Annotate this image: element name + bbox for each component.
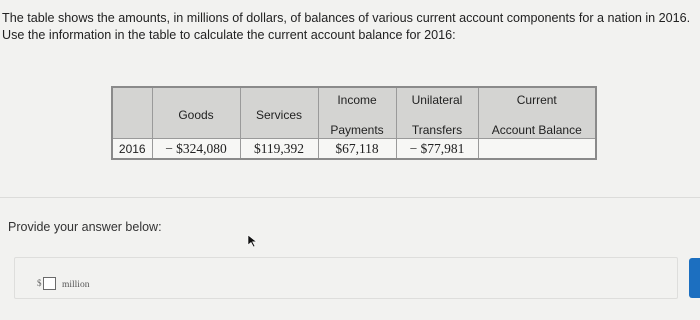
answer-input[interactable]: [43, 277, 56, 290]
table-row: [112, 139, 596, 160]
cell-unilateral-transfers: − $77,981: [396, 139, 478, 160]
header-goods: Goods: [152, 87, 240, 139]
question-line-2: Use the information in the table to calculate the current account balance for 2016:: [2, 28, 456, 42]
answer-prompt: Provide your answer below:: [8, 220, 162, 234]
section-divider: [0, 197, 700, 198]
current-account-table: [111, 86, 597, 160]
cell-services: $119,392: [240, 139, 318, 160]
currency-symbol: $: [37, 278, 42, 288]
question-line-1: The table shows the amounts, in millions of dollars, of balances of various current account components for a nation in 2016.: [2, 11, 691, 25]
header-unilateral-transfers: Unilateral Transfers: [396, 87, 478, 139]
cell-income-payments: $67,118: [318, 139, 396, 160]
side-panel-tab[interactable]: [689, 258, 700, 298]
header-income-payments: Income Payments: [318, 87, 396, 139]
table-header-row: [112, 87, 596, 139]
cell-current-account-balance: [478, 139, 596, 160]
header-services: Services: [240, 87, 318, 139]
cell-goods: − $324,080: [152, 139, 240, 160]
cell-year: 2016: [112, 139, 152, 160]
header-corner: [112, 87, 152, 139]
answer-area: [14, 257, 678, 299]
header-current-account-balance: Current Account Balance: [478, 87, 596, 139]
answer-unit: million: [62, 280, 90, 290]
question-text: [2, 10, 696, 44]
mouse-cursor-icon: [247, 234, 259, 248]
